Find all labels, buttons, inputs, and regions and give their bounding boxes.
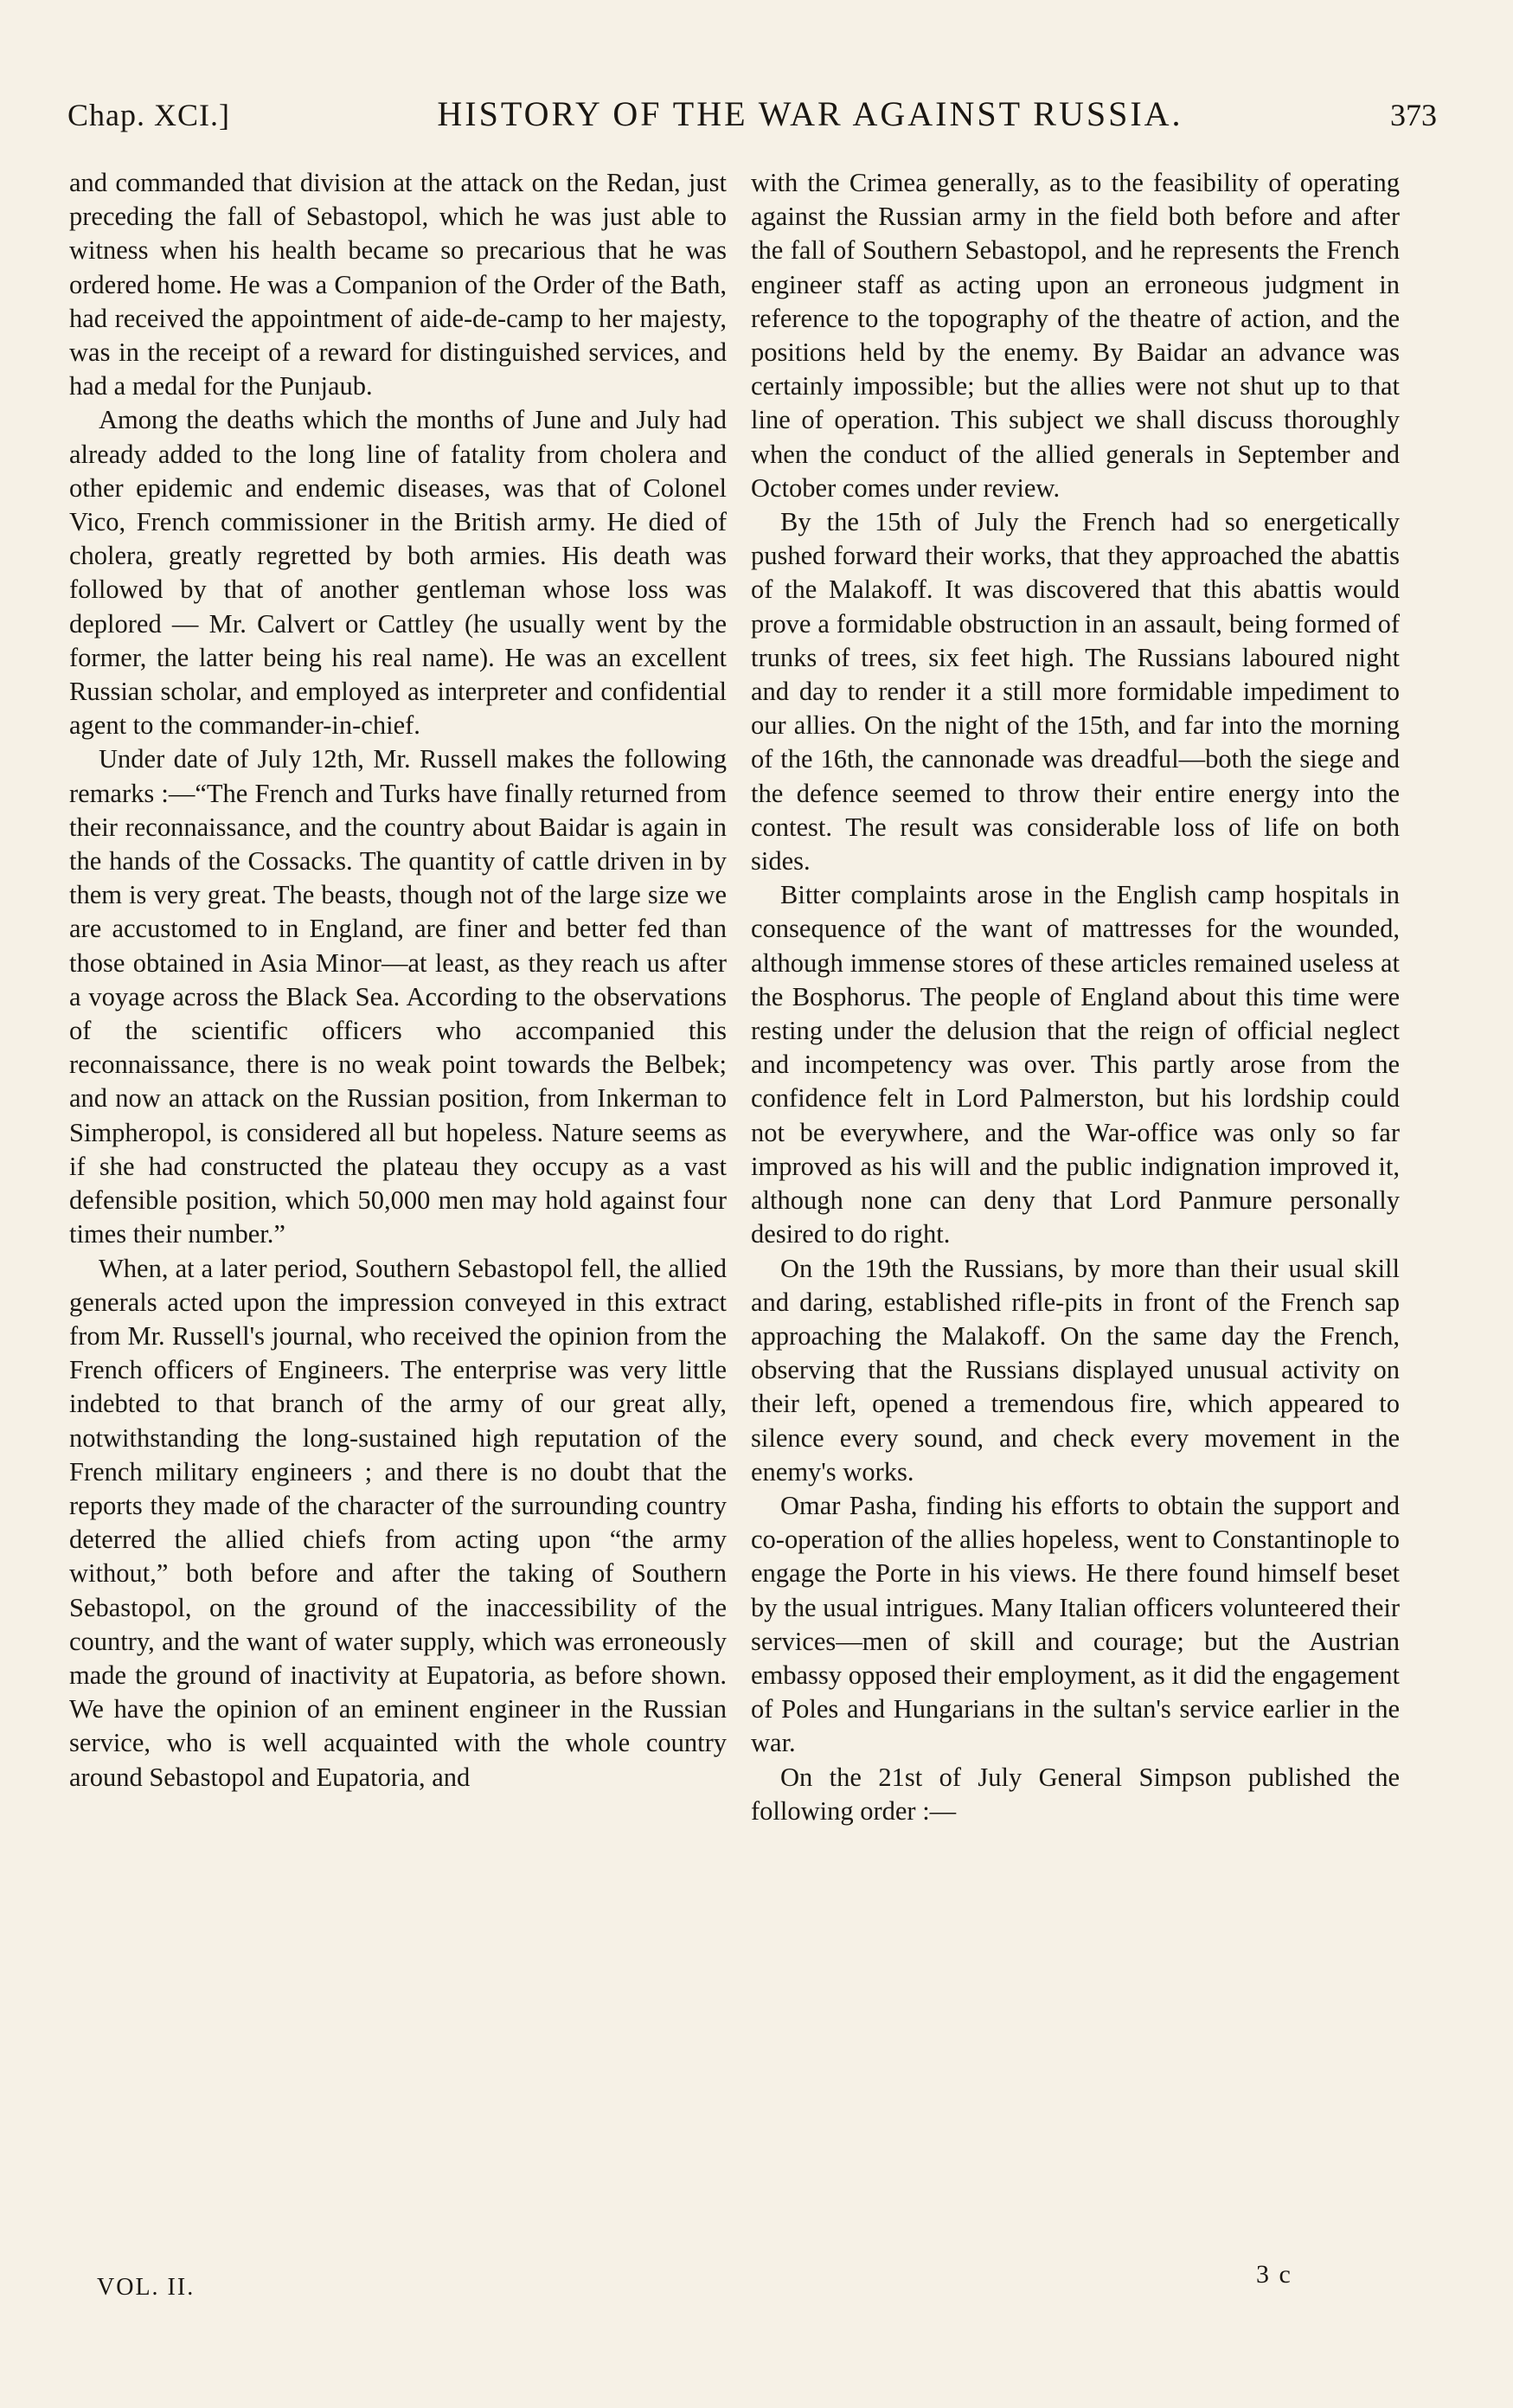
signature-mark: 3 c — [1256, 2260, 1292, 2289]
page-title: HISTORY OF THE WAR AGAINST RUSSIA. — [437, 94, 1183, 133]
paragraph: Among the deaths which the months of June and July had already added to the long line of fatality from cholera and other epidemic and endemic diseases, was that of Colonel Vico, French commissioner in the British army. He died of cholera, greatly regretted by both armies. His death was followed by that of another gentleman whose loss was deplored — Mr. Calvert or Cattley (he usually went by the former, the latter being his real name). He was an excellent Russian scholar, and employed as interpreter and confidential agent to the commander-in-chief. — [69, 405, 727, 741]
paragraph: By the 15th of July the French had so energetically pushed forward their works, that they approached the abattis of the Malakoff. It was discovered that this abattis would prove a formidable obstruction in an assault, being formed of trunks of trees, six feet high. The Russians laboured night and day to render it a still more formidable impediment to our allies. On the night of the 15th, and far into the morning of the 16th, the cannonade was dreadful—both the siege and the defence seemed to throw their entire energy into the contest. The result was considerable loss of life on both sides. — [751, 507, 1400, 877]
paragraph: On the 19th the Russians, by more than their usual skill and daring, established rifle-pits in front of the French sap approaching the Malakoff. On the same day the French, observing that the Russians displayed unusual activity on their left, opened a tremendous fire, which appeared to silence every sound, and check every movement in the enemy's works. — [751, 1253, 1400, 1487]
paragraph: Omar Pasha, finding his efforts to obtain the support and co-operation of the allies hopeless, went to Constantinople to engage the Porte in his views. He there found himself beset by the usual intrigues. Many Italian officers volunteered their services—men of skill and courage; but the Austrian embassy opposed their employment, as it did the engagement of Poles and Hungarians in the sultan's service earlier in the war. — [751, 1490, 1400, 1758]
running-header — [67, 93, 1437, 145]
paragraph: When, at a later period, Southern Sebastopol fell, the allied generals acted upon the impression conveyed in this extract from Mr. Russell's journal, who received the opinion from the French officers of Engineers. The enterprise was very little indebted to that branch of the army of our great ally, notwithstanding the long-sustained high reputation of the French military engineers ; and there is no doubt that the reports they made of the character of the surrounding country deterred the allied chiefs from acting upon “the army without,” both before and after the taking of Southern Sebastopol, on the ground of the inaccessibility of the country, and the want of water supply, which was erroneously made the ground of inactivity at Eupatoria, as before shown. We have the opinion of an eminent engineer in the Russian service, who is well acquainted with the whole country around Sebastopol and Eupatoria, and — [69, 1253, 727, 1792]
paragraph: Under date of July 12th, Mr. Russell makes the following remarks :—“The French and Turks have finally returned from their reconnaissance, and the country about Baidar is again in the hands of the Cossacks. The quantity of cattle driven in by them is very great. The beasts, though not of the large size we are accustomed to in England, are finer and better fed than those obtained in Asia Minor—at least, as they reach us after a voyage across the Black Sea. According to the observations of the scientific officers who accompanied this reconnaissance, there is no weak point towards the Belbek; and now an attack on the Russian position, from Inkerman to Simpheropol, is considered all but hopeless. Nature seems as if she had constructed the plateau they occupy as a vast defensible position, which 50,000 men may hold against four times their number.” — [69, 744, 727, 1249]
paragraph: Bitter complaints arose in the English camp hospitals in consequence of the want of mattresses for the wounded, although immense stores of these articles remained useless at the Bosphorus. The people of England about this time were resting under the delusion that the reign of official neglect and incompetency was over. This partly arose from the confidence felt in Lord Palmerston, but his lordship could not be everywhere, and the War-office was only so far improved as his will and the public indignation improved it, although none can deny that Lord Panmure personally desired to do right. — [751, 880, 1400, 1249]
paragraph: with the Crimea generally, as to the feasibility of operating against the Russian army in the field both before and after the fall of Southern Sebastopol, and he represents the French engineer staff as acting upon an erroneous judgment in reference to the topography of the theatre of action, and the positions held by the enemy. By Baidar an advance was certainly impossible; but the allies were not shut up to that line of operation. This subject we shall discuss thoroughly when the conduct of the allied generals in September and October comes under review. — [751, 168, 1400, 503]
left-column — [69, 166, 727, 1795]
paragraph: On the 21st of July General Simpson published the following order :— — [751, 1762, 1400, 1826]
page-number: 373 — [1390, 98, 1437, 132]
paragraph: and commanded that division at the attack on the Redan, just preceding the fall of Sebastopol, which he was just able to witness when his health became so precarious that he was ordered home. He was a Companion of the Order of the Bath, had received the appointment of aide-de-camp to her majesty, was in the receipt of a reward for distinguished services, and had a medal for the Punjaub. — [69, 168, 727, 401]
chapter-label: Chap. XCI.] — [67, 98, 230, 132]
right-column — [751, 166, 1400, 1828]
volume-label: VOL. II. — [97, 2274, 196, 2301]
